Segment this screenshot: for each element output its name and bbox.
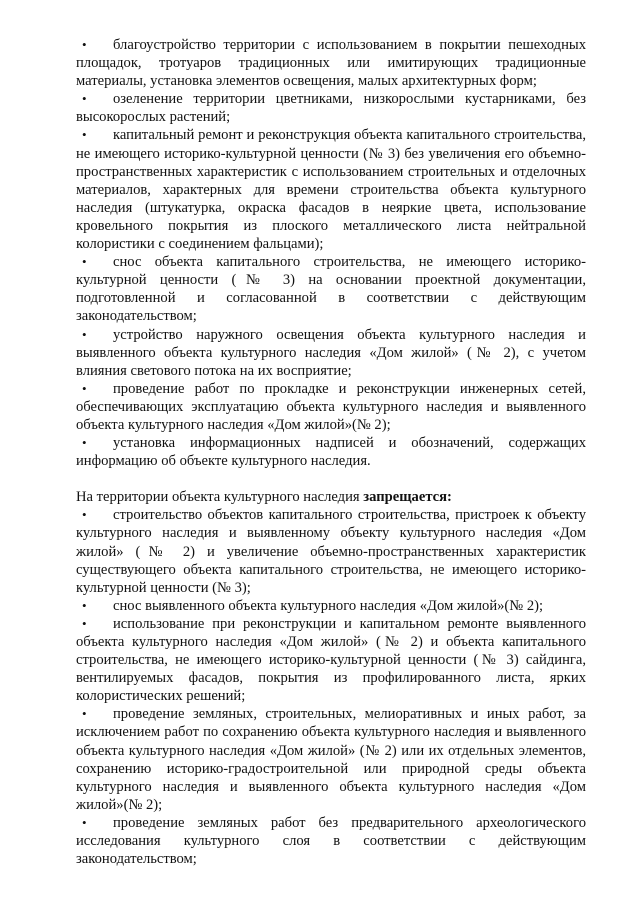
list-item-text: проведение земляных работ без предварительного археологического исследования культурного слоя в соответствии с действующим законодательством; [76,814,586,868]
list-item [76,597,586,615]
list-item-text: снос выявленного объекта культурного наследия «Дом жилой»(№ 2); [113,597,544,614]
list-item-text: установка информационных надписей и обозначений, содержащих информацию об объекте культурного наследия. [76,435,586,470]
bullet-icon: • [82,615,87,631]
bullet-icon: • [82,814,87,830]
bullet-icon: • [82,91,87,107]
list-item-text: благоустройство территории с использованием в покрытии пешеходных площадок, тротуаров традиционных или имитирующих традиционные материалы, установка элементов освещения, малых архитектурных форм; [76,37,586,90]
list-item [76,814,586,868]
list-item-text: проведение работ по прокладке и реконструкции инженерных сетей, обеспечивающих эксплуатацию объекта культурного наследия и выявленного объекта культурного наследия «Дом жилой»(№ 2); [76,380,586,433]
section-heading-prefix: На территории объекта культурного наследия [76,489,364,506]
permitted-works-list [76,36,586,470]
list-item-text: использование при реконструкции и капитальном ремонте выявленного объекта культурного наследия «Дом жилой» (№ 2) и объекта капитального строительства, не имеющего историко-культурной ценности (№ 3) сайдинга, вентилируемых фасадов, покрытия из профилированного листа, ярких колористических решений; [76,615,586,705]
list-item-text: проведение земляных, строительных, мелиоративных и иных работ, за исключением работ по сохранению объекта культурного наследия и выявленного объекта культурного наследия «Дом жилой» (№ 2) или их отдельных элементов, сохранению историко-градостроительной или природной среды объекта культурного наследия и выявленного объекта культурного наследия «Дом жилой»(№ 2); [76,706,586,813]
document-body [76,36,586,868]
list-item [76,126,586,253]
list-item [76,326,586,380]
list-item-text: устройство наружного освещения объекта культурного наследия и выявленного объекта культурного наследия «Дом жилой» (№ 2), с учетом влияния светового потока на их восприятие; [76,326,586,379]
list-item-text: снос объекта капитального строительства, не имеющего историко-культурной ценности (№ 3) на основании проектной документации, подготовленной и согласованной в соответствии с действующим законодательством; [76,254,586,325]
bullet-icon: • [82,435,87,451]
list-item [76,705,586,814]
list-item [76,506,586,596]
bullet-icon: • [82,597,87,613]
list-item [76,253,586,325]
section-heading-emphasis: запрещается: [363,489,452,506]
bullet-icon: • [82,37,87,52]
list-item-text: строительство объектов капитального строительства, пристроек к объекту культурного наследия и выявленному объекту культурного наследия «Дом жилой» (№ 2) и увеличение объемно-пространственных характеристик существующего объекта капитального строительства, не имеющего историко-культурной ценности (№ 3); [76,507,586,596]
prohibited-works-list [76,506,586,868]
list-item-text: озеленение территории цветниками, низкорослыми кустарниками, без высокорослых растений; [76,91,586,126]
section-spacer [76,470,586,488]
bullet-icon: • [82,326,87,342]
list-item-text: капитальный ремонт и реконструкция объекта капитального строительства, не имеющего историко-культурной ценности (№ 3) без увеличения его объемно-пространственных характеристик с использованием строительных и отделочных материалов, характерных для времени строительства объекта культурного наследия (штукатурка, окраска фасадов в неяркие цвета, использование кровельного покрытия из плоского металлического листа нейтральной колористики с соединением фальцами); [76,127,586,253]
list-item [76,90,586,126]
section-heading [76,488,586,506]
bullet-icon: • [82,507,87,523]
list-item [76,380,586,434]
bullet-icon: • [82,706,87,722]
bullet-icon: • [82,254,87,270]
list-item [76,36,586,90]
list-item [76,615,586,705]
bullet-icon: • [82,127,87,143]
list-item [76,434,586,470]
bullet-icon: • [82,380,87,396]
